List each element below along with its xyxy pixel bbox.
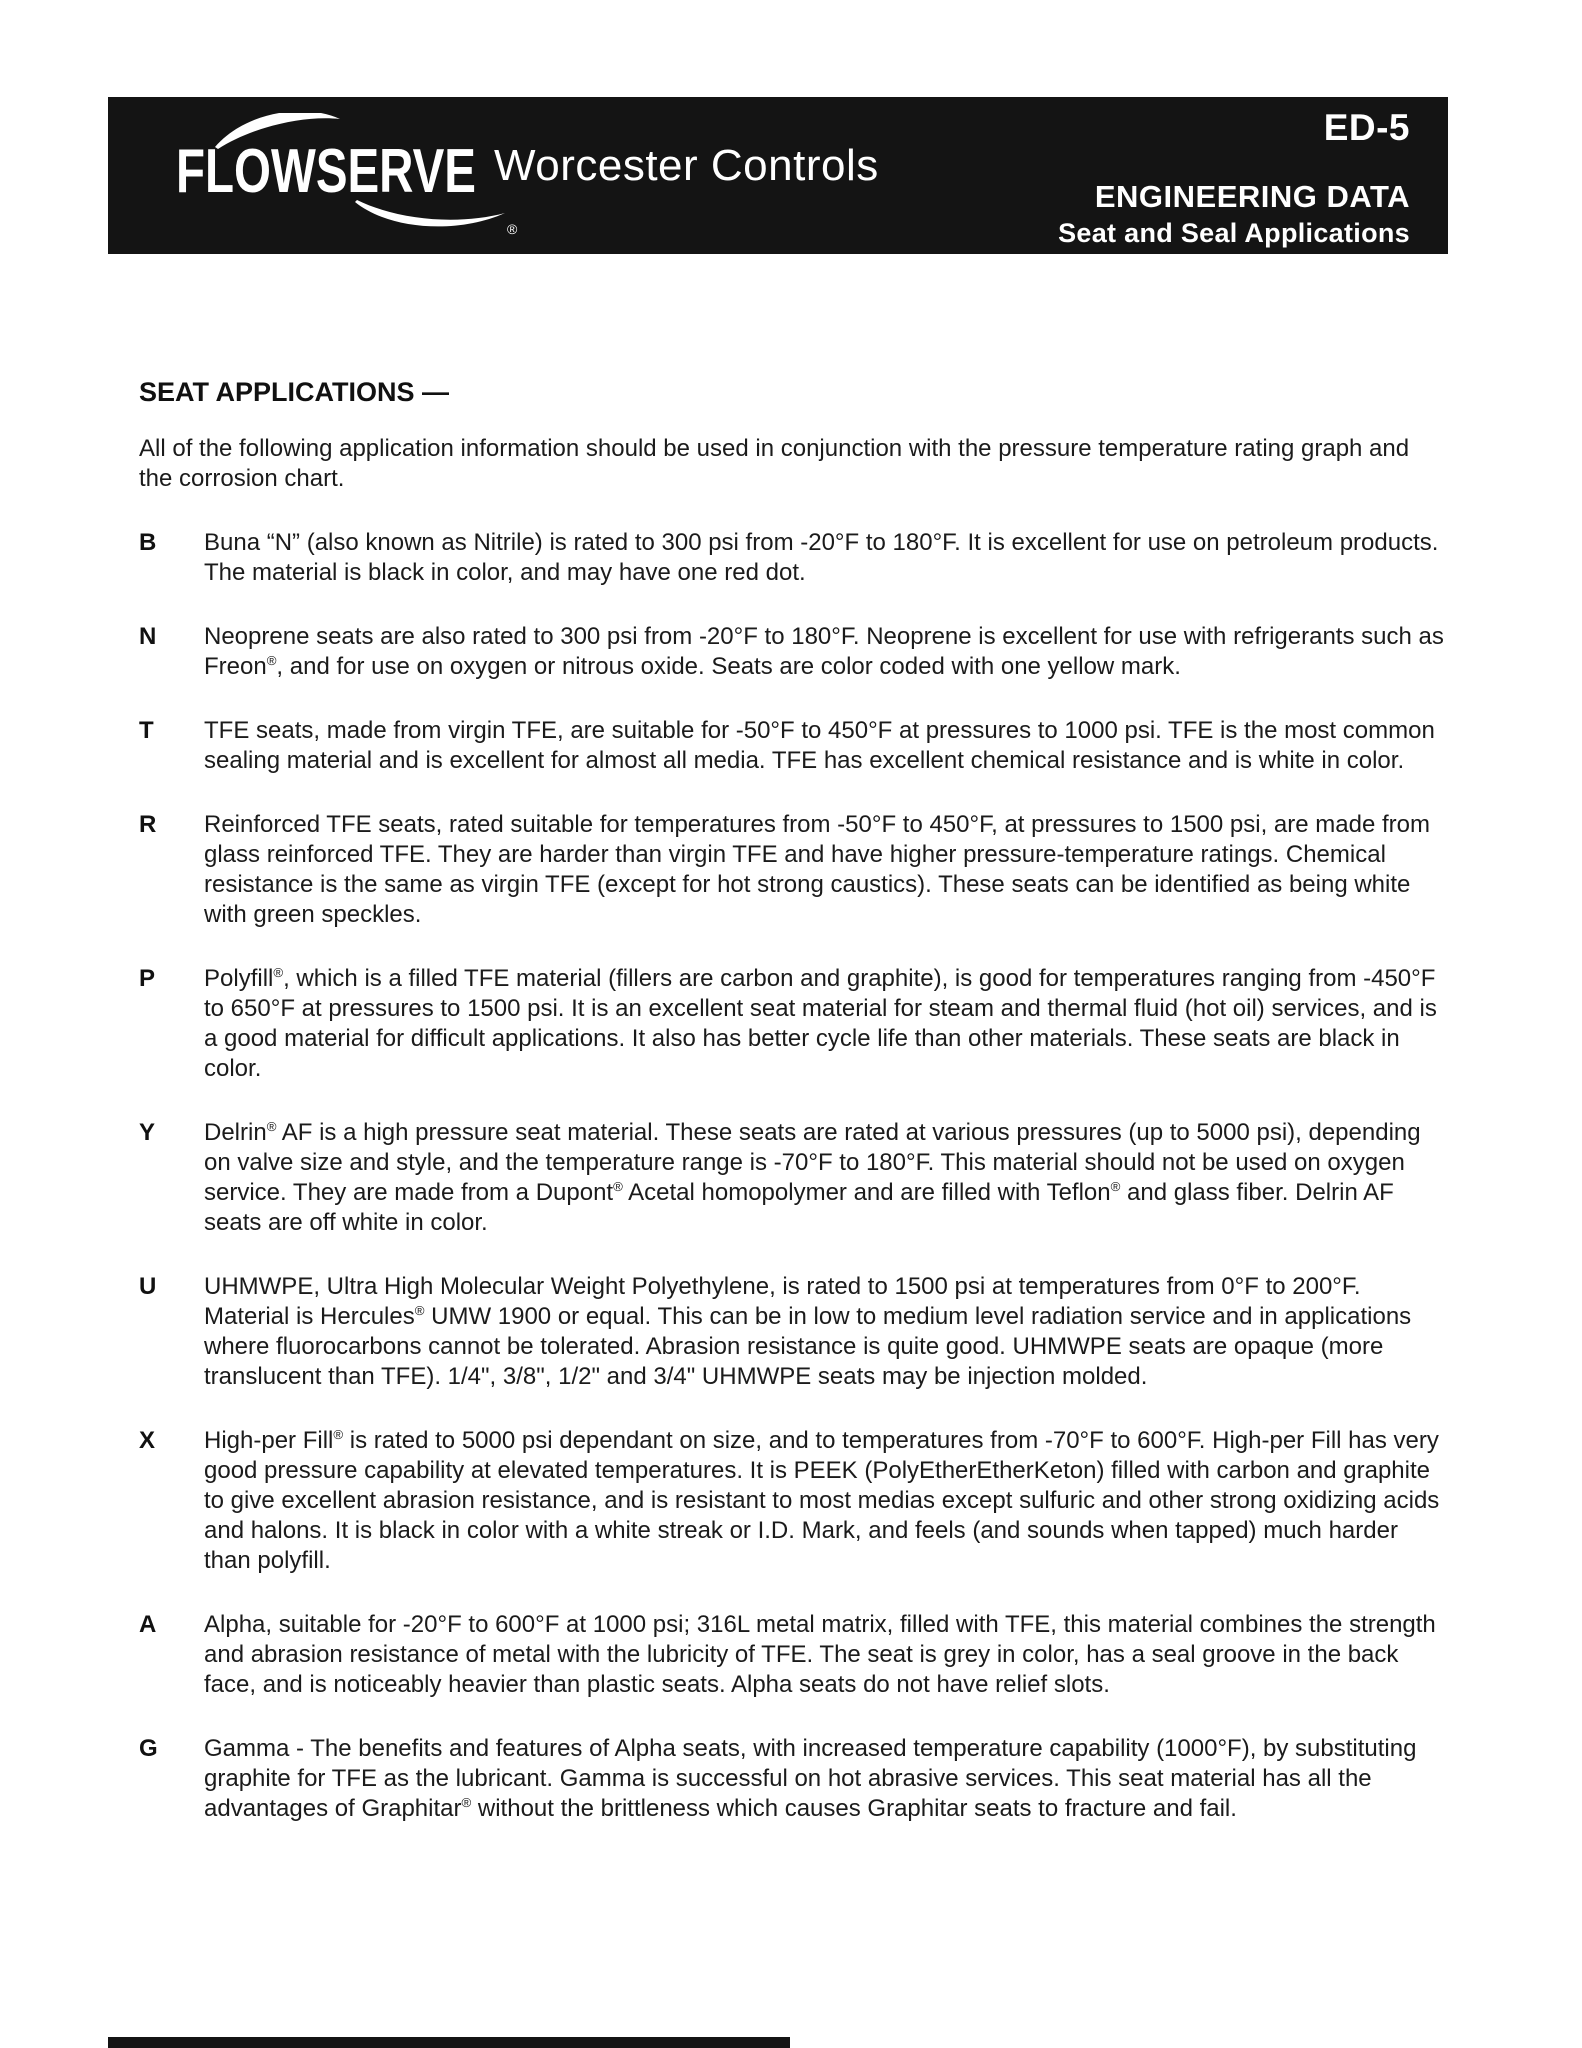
doc-code: ED-5	[1323, 107, 1410, 148]
header-right-block	[1058, 107, 1410, 249]
entry-key: R	[139, 811, 157, 838]
seat-entry-X	[139, 1426, 1449, 1576]
entry-text: High-per Fill® is rated to 5000 psi dependant on size, and to temperatures from -70°F to 600°F. High-per Fill has very good pressure capability at elevated temperatures. It is PEEK (PolyEtherEtherKeton) filled with carbon and graphite to give excellent abrasion resistance, and is resistant to most medias except sulfuric and other strong oxidizing acids and halons. It is black in color with a white streak or I.D. Mark, and feels (and sounds when tapped) much harder than polyfill.	[204, 1427, 1440, 1574]
entry-key: G	[139, 1735, 158, 1762]
brand-name: Worcester Controls	[494, 141, 879, 190]
entry-key: P	[139, 965, 156, 992]
seat-entry-U	[139, 1272, 1449, 1392]
logo-wordmark: FLOWSERVE	[176, 137, 476, 206]
entry-text: Buna “N” (also known as Nitrile) is rated to 300 psi from -20°F to 180°F. It is excellent for use on petroleum products. The material is black in color, and may have one red dot.	[204, 529, 1439, 586]
entry-text: TFE seats, made from virgin TFE, are suitable for -50°F to 450°F at pressures to 1000 psi. TFE is the most common sealing material and is excellent for almost all media. TFE has excellent chemical resistance and is white in color.	[204, 717, 1435, 774]
logo-registered-mark: ®	[507, 221, 518, 237]
seat-entry-Y	[139, 1118, 1449, 1238]
entry-text: Neoprene seats are also rated to 300 psi from -20°F to 180°F. Neoprene is excellent for use with refrigerants such as Freon®, and for use on oxygen or nitrous oxide. Seats are color coded with one yellow mark.	[204, 623, 1444, 680]
seat-entry-G	[139, 1734, 1449, 1824]
doc-subtitle: Seat and Seal Applications	[1058, 218, 1410, 248]
seat-entry-N	[139, 622, 1449, 682]
entry-text: Delrin® AF is a high pressure seat material. These seats are rated at various pressures (up to 5000 psi), depending on valve size and style, and the temperature range is -70°F to 180°F. This material should not be used on oxygen service. They are made from a Dupont® Acetal homopolymer and are filled with Teflon® and glass fiber. Delrin AF seats are off white in color.	[204, 1119, 1421, 1236]
seat-entry-P	[139, 964, 1449, 1084]
entry-text: Gamma - The benefits and features of Alpha seats, with increased temperature capability (1000°F), by substituting graphite for TFE as the lubricant. Gamma is successful on hot abrasive services. This seat material has all the advantages of Graphitar® without the brittleness which causes Graphitar seats to fracture and fail.	[204, 1735, 1417, 1822]
footer-bar-stub	[108, 2037, 790, 2048]
entry-key: B	[139, 529, 157, 556]
entry-key: Y	[139, 1119, 156, 1146]
entry-key: N	[139, 623, 157, 650]
seat-entry-B	[139, 528, 1449, 588]
entry-key: A	[139, 1611, 157, 1638]
doc-title: ENGINEERING DATA	[1094, 179, 1410, 214]
header-bar	[108, 97, 1448, 254]
seat-entry-T	[139, 716, 1449, 776]
entry-text: Alpha, suitable for -20°F to 600°F at 1000 psi; 316L metal matrix, filled with TFE, this material combines the strength and abrasion resistance of metal with the lubricity of TFE. The seat is grey in color, has a seal groove in the back face, and is noticeably heavier than plastic seats. Alpha seats do not have relief slots.	[204, 1611, 1436, 1698]
entry-text: Polyfill®, which is a filled TFE material (fillers are carbon and graphite), is good for temperatures ranging from -450°F to 650°F at pressures to 1500 psi. It is an excellent seat material for steam and thermal fluid (hot oil) services, and is a good material for difficult applications. It also has better cycle life than other materials. These seats are black in color.	[204, 965, 1437, 1082]
entry-text: Reinforced TFE seats, rated suitable for temperatures from -50°F to 450°F, at pressures to 1500 psi, are made from glass reinforced TFE. They are harder than virgin TFE and have higher pressure-temperature ratings. Chemical resistance is the same as virgin TFE (except for hot strong caustics). These seats can be identified as being white with green speckles.	[204, 811, 1430, 928]
entry-text: UHMWPE, Ultra High Molecular Weight Polyethylene, is rated to 1500 psi at temperatures from 0°F to 200°F. Material is Hercules® UMW 1900 or equal. This can be in low to medium level radiation service and in applications where fluorocarbons cannot be tolerated. Abrasion resistance is quite good. UHMWPE seats are opaque (more translucent than TFE). 1/4", 3/8", 1/2" and 3/4" UHMWPE seats may be injection molded.	[204, 1273, 1412, 1390]
seat-entry-R	[139, 810, 1449, 930]
seat-entry-A	[139, 1610, 1449, 1700]
entry-key: U	[139, 1273, 157, 1300]
entry-key: T	[139, 717, 154, 744]
page-content	[139, 376, 1449, 1824]
section-heading: SEAT APPLICATIONS —	[139, 377, 450, 407]
entry-key: X	[139, 1427, 156, 1454]
intro-paragraph: All of the following application information should be used in conjunction with the pressure temperature rating graph and the corrosion chart.	[139, 435, 1410, 492]
